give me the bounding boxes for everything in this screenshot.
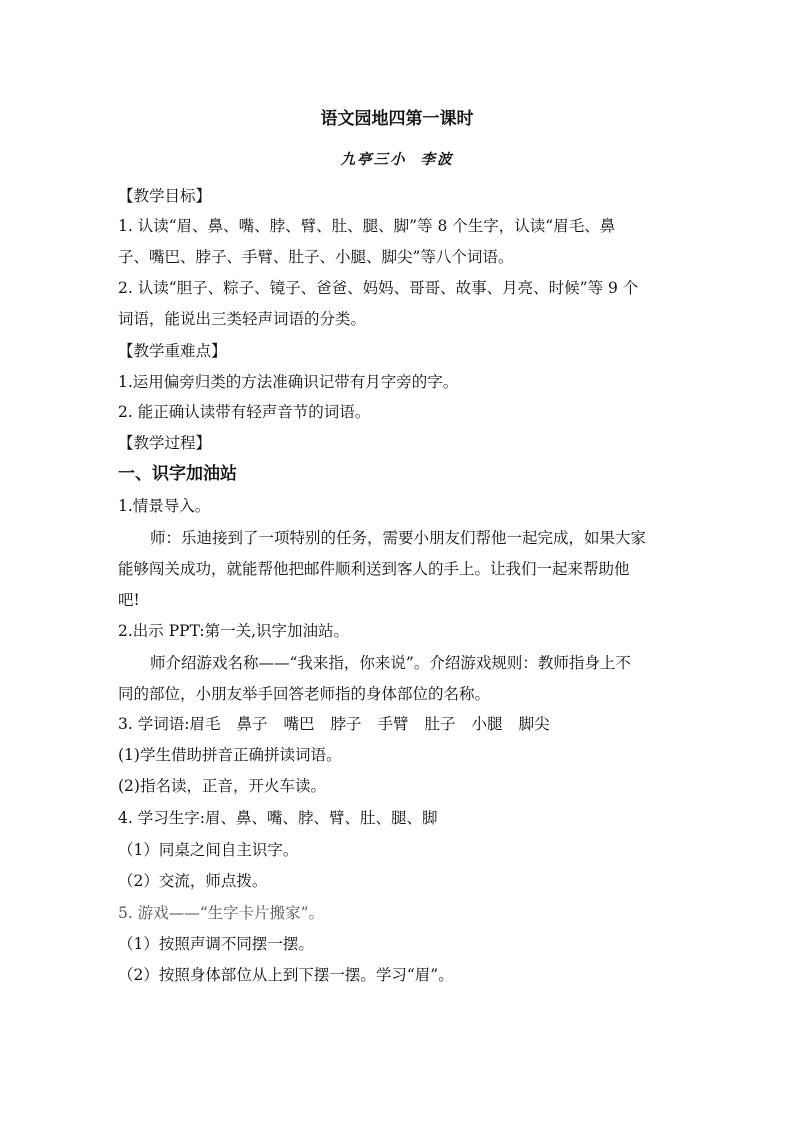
game-intro-line-1: 师介绍游戏名称——“我来指，你来说”。介绍游戏规则：教师指身上不 (150, 654, 631, 672)
objective-1-line-2: 子、嘴巴、脖子、手臂、肚子、小腿、脚尖”等八个词语。 (118, 248, 514, 266)
heading-process: 【教学过程】 (118, 434, 212, 452)
step-4-sub-1: （1）同桌之间自主识字。 (118, 841, 299, 859)
game-intro-line-2: 同的部位，小朋友举手回答老师指的身体部位的名称。 (118, 685, 491, 703)
objective-1-line-1: 1. 认读“眉、鼻、嘴、脖、臂、肚、腿、脚”等 8 个生字，认读“眉毛、鼻 (118, 217, 616, 235)
step-3-sub-2: (2)指名读，正音，开火车读。 (118, 777, 326, 795)
step-5-sub-2: （2）按照身体部位从上到下摆一摆。学习“眉”。 (118, 966, 454, 984)
heading-objectives: 【教学目标】 (118, 187, 212, 205)
objective-2-line-1: 2. 认读“胆子、粽子、镜子、爸爸、妈妈、哥哥、故事、月亮、时候”等 9 个 (118, 279, 639, 297)
word-item: 脖子 (330, 715, 362, 733)
heading-key-points: 【教学重难点】 (118, 342, 227, 360)
objective-2-line-2: 词语，能说出三类轻声词语的分类。 (118, 310, 367, 328)
step-2: 2.出示 PPT:第一关,识字加油站。 (118, 622, 350, 640)
word-item: 小腿 (471, 715, 503, 733)
author-line (0, 149, 794, 171)
author-school: 九亭三小 (340, 151, 407, 168)
teacher-speech-line-2: 能够闯关成功，就能帮他把邮件顺利送到客人的手上。让我们一起来帮助他 (118, 560, 630, 578)
word-item: 肚子 (424, 715, 456, 733)
step-4-sub-2: （2）交流，师点拨。 (118, 872, 268, 890)
author-name: 李波 (420, 151, 454, 168)
word-item: 脚尖 (518, 715, 550, 733)
key-point-2: 2. 能正确认读带有轻声音节的词语。 (118, 403, 371, 421)
word-item: 嘴巴 (283, 715, 315, 733)
document-title: 语文园地四第一课时 (320, 109, 474, 129)
word-item: 手臂 (377, 715, 409, 733)
key-point-1: 1.运用偏旁归类的方法准确识记带有月字旁的字。 (118, 373, 459, 391)
step-5-sub-1: （1）按照声调不同摆一摆。 (118, 935, 314, 953)
teacher-speech-line-3: 吧! (118, 591, 140, 609)
step-3-label: 3. 学词语: (118, 715, 190, 733)
step-1: 1.情景导入。 (118, 497, 211, 515)
step-5: 5. 游戏——“生字卡片搬家”。 (118, 904, 325, 922)
step-3-sub-1: (1)学生借助拼音正确拼读词语。 (118, 746, 342, 764)
word-item: 鼻子 (236, 715, 268, 733)
step-4: 4. 学习生字:眉、鼻、嘴、脖、臂、肚、腿、脚 (118, 809, 438, 827)
word-item: 眉毛 (189, 715, 221, 733)
section-heading: 一、识字加油站 (118, 464, 237, 484)
step-3-words (118, 713, 566, 735)
teacher-speech-line-1: 师：乐迪接到了一项特别的任务，需要小朋友们帮他一起完成，如果大家 (150, 529, 647, 547)
